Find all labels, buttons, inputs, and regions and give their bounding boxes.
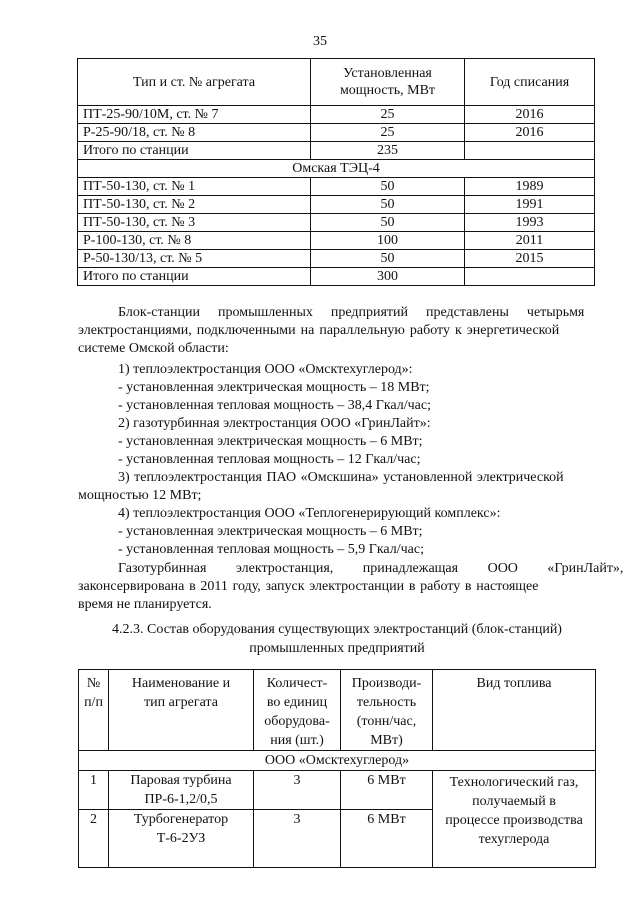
table-row-total — [78, 142, 595, 160]
cell-unit: Итого по станции — [78, 142, 311, 160]
header-line: Количест- — [266, 676, 328, 691]
cell-year: 2015 — [465, 250, 595, 268]
header-line: Вид топлива — [476, 676, 552, 691]
list-line: 1) теплоэлектростанция ООО «Омсктехуглерод»: — [118, 362, 413, 377]
cell-capacity: 50 — [311, 196, 465, 214]
cell-line: процессе производства — [445, 813, 583, 828]
cell-capacity: 100 — [311, 232, 465, 250]
table-group-row — [79, 751, 596, 771]
header-line: МВт) — [370, 733, 403, 748]
header-line: тип агрегата — [144, 695, 218, 710]
cell-line: Т-6-2УЗ — [156, 831, 206, 846]
text-line: законсервирована в 2011 году, запуск электростанции в работу в настоящее — [78, 579, 539, 594]
list-line: - установленная электрическая мощность – 18 МВт; — [118, 380, 430, 395]
cell-year — [465, 268, 595, 286]
header-line: Наименование и — [131, 676, 231, 691]
cell-name — [109, 771, 254, 810]
table-row-total — [78, 268, 595, 286]
list-line: 3) теплоэлектростанция ПАО «Омскшина» установленной электрической — [118, 470, 564, 485]
cell-quantity: 3 — [254, 810, 341, 868]
cell-quantity: 3 — [254, 771, 341, 810]
cell-unit: ПТ-25-90/10М, ст. № 7 — [78, 106, 311, 124]
units-table — [77, 58, 595, 286]
station-group-label: Омская ТЭЦ-4 — [78, 160, 595, 178]
cell-capacity: 235 — [311, 142, 465, 160]
page-number: 35 — [313, 34, 327, 49]
cell-number: 2 — [79, 810, 109, 868]
table-row — [78, 106, 595, 124]
list-line: - установленная тепловая мощность – 5,9 Гкал/час; — [118, 542, 424, 557]
cell-unit: Р-25-90/18, ст. № 8 — [78, 124, 311, 142]
cell-name — [109, 810, 254, 868]
cell-year: 1993 — [465, 214, 595, 232]
header-line: (тонн/час, — [356, 714, 417, 729]
header-name — [109, 670, 254, 751]
table-row — [79, 771, 596, 810]
header-line: оборудова- — [264, 714, 330, 729]
list-line: - установленная тепловая мощность – 38,4 Гкал/час; — [118, 398, 431, 413]
equipment-table — [78, 669, 596, 868]
list-line: - установленная электрическая мощность – 6 МВт; — [118, 524, 423, 539]
text-line: системе Омской области: — [78, 341, 229, 356]
table-row — [78, 124, 595, 142]
list-line: 4) теплоэлектростанция ООО «Теплогенерирующий комплекс»: — [118, 506, 501, 521]
header-line: п/п — [84, 695, 103, 710]
table-header-row — [78, 59, 595, 106]
header-decommission-year: Год списания — [465, 59, 595, 106]
cell-capacity: 25 — [311, 106, 465, 124]
cell-year: 2011 — [465, 232, 595, 250]
cell-line: Технологический газ, — [449, 775, 579, 790]
cell-year: 2016 — [465, 124, 595, 142]
table-header-row — [79, 670, 596, 751]
header-line: Производи- — [351, 676, 422, 691]
text-line: Газотурбинная электростанция, принадлежащая ООО «ГринЛайт», — [118, 561, 624, 576]
cell-line: получаемый в — [472, 794, 556, 809]
cell-year: 1989 — [465, 178, 595, 196]
table-group-row — [78, 160, 595, 178]
cell-unit: Р-50-130/13, ст. № 5 — [78, 250, 311, 268]
cell-line: техуглерода — [478, 832, 550, 847]
header-performance — [341, 670, 433, 751]
cell-capacity: 50 — [311, 178, 465, 196]
list-line: - установленная тепловая мощность – 12 Гкал/час; — [118, 452, 421, 467]
header-capacity-label: Установленная мощность, МВт — [339, 66, 436, 98]
cell-performance: 6 МВт — [341, 771, 433, 810]
table-row — [78, 250, 595, 268]
section-heading-line: промышленных предприятий — [249, 641, 425, 656]
header-line: № — [86, 676, 101, 691]
cell-capacity: 300 — [311, 268, 465, 286]
section-heading-line: 4.2.3. Состав оборудования существующих электростанций (блок-станций) — [112, 622, 562, 637]
header-line: во единиц — [266, 695, 328, 710]
cell-line: Турбогенератор — [133, 812, 229, 827]
cell-unit: Р-100-130, ст. № 8 — [78, 232, 311, 250]
list-line: 2) газотурбинная электростанция ООО «ГринЛайт»: — [118, 416, 431, 431]
cell-year: 1991 — [465, 196, 595, 214]
header-line: тельность — [356, 695, 417, 710]
header-capacity — [311, 59, 465, 106]
cell-unit: Итого по станции — [78, 268, 311, 286]
company-group-label: ООО «Омсктехуглерод» — [79, 751, 596, 771]
header-line: ния (шт.) — [270, 733, 324, 748]
cell-number: 1 — [79, 771, 109, 810]
cell-unit: ПТ-50-130, ст. № 1 — [78, 178, 311, 196]
cell-line: Паровая турбина — [130, 773, 232, 788]
header-fuel-type — [433, 670, 596, 751]
table-row — [78, 196, 595, 214]
list-line: - установленная электрическая мощность – 6 МВт; — [118, 434, 423, 449]
cell-performance: 6 МВт — [341, 810, 433, 868]
cell-capacity: 25 — [311, 124, 465, 142]
text-line: время не планируется. — [78, 597, 212, 612]
cell-capacity: 50 — [311, 250, 465, 268]
table-row — [78, 214, 595, 232]
header-number — [79, 670, 109, 751]
table-row — [78, 178, 595, 196]
list-line: мощностью 12 МВт; — [78, 488, 202, 503]
header-unit-type: Тип и ст. № агрегата — [78, 59, 311, 106]
text-line: электростанциями, подключенными на параллельную работу к энергетической — [78, 323, 560, 338]
table-row — [78, 232, 595, 250]
header-quantity — [254, 670, 341, 751]
cell-year — [465, 142, 595, 160]
cell-unit: ПТ-50-130, ст. № 2 — [78, 196, 311, 214]
cell-unit: ПТ-50-130, ст. № 3 — [78, 214, 311, 232]
section-heading — [78, 620, 596, 658]
cell-fuel-type — [433, 771, 596, 868]
cell-year: 2016 — [465, 106, 595, 124]
cell-line: ПР-6-1,2/0,5 — [144, 792, 218, 807]
text-line: Блок-станции промышленных предприятий представлены четырьмя — [118, 305, 585, 320]
cell-capacity: 50 — [311, 214, 465, 232]
